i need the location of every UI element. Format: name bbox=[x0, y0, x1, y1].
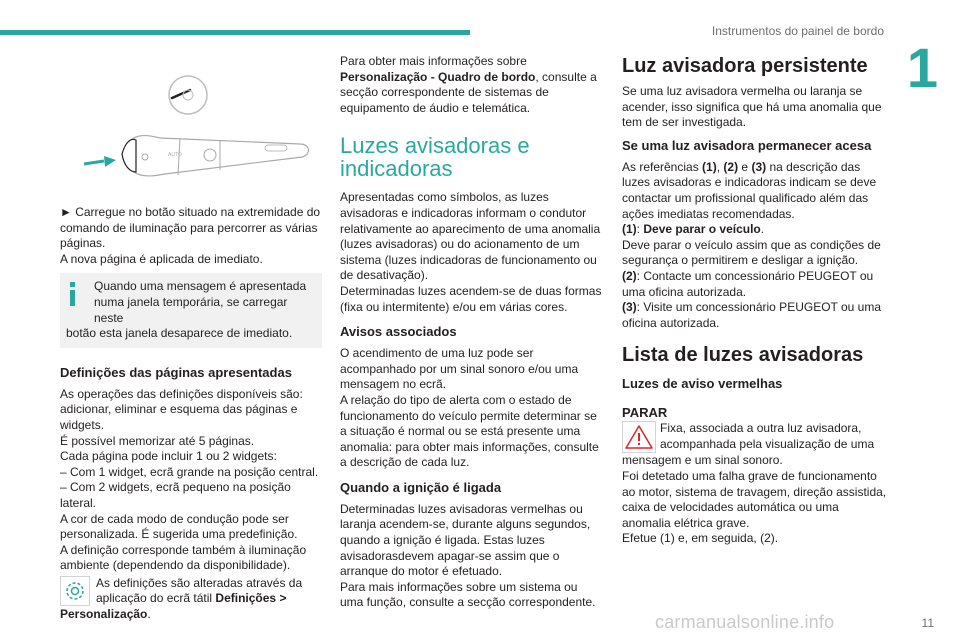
ref-item-3-label: (3) bbox=[622, 300, 637, 315]
settings-path: Definições > Personalização bbox=[60, 591, 287, 622]
lighting-stalk-illustration bbox=[60, 62, 322, 197]
paragraph: Determinadas luzes avisadoras vermelhas ou laranja acendem-se, durante alguns segundos, quando a ignição é ligada. Estas luzes avisadorasdevem apagar-se assim que o arranque do motor é efetuado. bbox=[340, 501, 591, 579]
intro-bold-text: Personalização - Quadro de bordo bbox=[340, 69, 536, 84]
chapter-title: Instrumentos do painel de bordo bbox=[711, 24, 884, 38]
paragraph: A relação do tipo de alerta com o estado de funcionamento do veículo permite determinar se a situação é normal ou se está presente uma anomalia: para obter mais informações, consulte a descrição de cada luz. bbox=[340, 392, 599, 470]
ref-conjunction: e bbox=[741, 159, 749, 174]
intro-text-end: , consulte a secção correspondente de sistemas de equipamento de áudio e telemática. bbox=[340, 69, 597, 115]
auto-label: AUTO bbox=[168, 152, 182, 158]
stop-action: Efetue (1) e, em seguida, (2). bbox=[622, 531, 779, 546]
paragraph: Para mais informações sobre um sistema ou uma função, consulte a secção correspondente. bbox=[340, 579, 596, 610]
paragraph: O acendimento de uma luz pode ser acompanhado por um sinal sonoro e/ou uma mensagem no ecrã. bbox=[340, 346, 579, 392]
paragraph: É possível memorizar até 5 páginas. bbox=[60, 433, 255, 448]
paragraph: As operações das definições disponíveis são: adicionar, eliminar e esquema das páginas e widgets. bbox=[60, 386, 303, 432]
ref-item-1-text: Deve parar o veículo assim que as condições de segurança o permitirem e desligar a ignição. bbox=[622, 237, 881, 268]
ref-item-3-text: : Visite um concessionário PEUGEOT ou uma oficina autorizada. bbox=[622, 300, 882, 330]
stop-description-cont: mensagem e um sinal sonoro. bbox=[622, 453, 783, 468]
references-paragraph bbox=[622, 160, 890, 222]
ref-1: (1) bbox=[702, 159, 717, 174]
ref-text: As referências bbox=[622, 159, 699, 174]
settings-note-text: As definições são alteradas através da aplicação do ecrã tátil bbox=[96, 575, 303, 606]
warning-triangle-icon bbox=[622, 421, 656, 453]
stop-warning-entry bbox=[622, 421, 890, 469]
section-title-definitions: Definições das páginas apresentadas bbox=[60, 364, 292, 380]
list-item: – Com 1 widget, ecrã grande na posição central. bbox=[60, 464, 319, 479]
instruction-text-2: A nova página é aplicada de imediato. bbox=[60, 251, 263, 266]
paragraph: Determinadas luzes acendem-se de duas formas (fixa ou intermitente) e/ou em várias cores. bbox=[340, 283, 602, 314]
ref-item-1-bold: Deve parar o veículo bbox=[643, 222, 761, 237]
paragraph: A cor de cada modo de condução pode ser personalizada. É sugerida uma predefinição. bbox=[60, 511, 298, 542]
lighting-stalk-drawing bbox=[60, 62, 322, 197]
watermark: carmanualsonline.info bbox=[655, 612, 835, 632]
stop-description: Fixa, associada a outra luz avisadora, acompanhada pela visualização de uma bbox=[660, 421, 875, 451]
heading-warning-lights: Luzes avisadoras e indicadoras bbox=[340, 133, 530, 182]
subheading-red-warnings: Luzes de aviso vermelhas bbox=[622, 376, 783, 392]
ref-item-1-label: (1) bbox=[622, 222, 637, 237]
heading-warning-list: Lista de luzes avisadoras bbox=[622, 344, 864, 367]
column-2 bbox=[340, 54, 602, 611]
column-3 bbox=[622, 54, 890, 547]
ref-item-2-text: : Contacte um concessionário PEUGEOT ou uma oficina autorizada. bbox=[622, 268, 874, 299]
paragraph: Se uma luz avisadora vermelha ou laranja se acender, isso significa que há uma anomalia que tem de ser investigada. bbox=[622, 84, 882, 130]
list-item: – Com 2 widgets, ecrã pequeno na posição lateral. bbox=[60, 480, 291, 510]
ref-item-2-label: (2) bbox=[622, 268, 637, 283]
paragraph: Cada página pode incluir 1 ou 2 widgets: bbox=[60, 449, 277, 464]
instruction-text: ► Carregue no botão situado na extremidade do comando de iluminação para percorrer as várias páginas. bbox=[60, 205, 321, 251]
heading-persistent-light: Luz avisadora persistente bbox=[622, 55, 868, 77]
settings-note-end: . bbox=[147, 607, 151, 622]
info-icon bbox=[68, 282, 78, 306]
paragraph: A definição corresponde também à iluminação ambiente (dependendo da disponibilidade). bbox=[60, 542, 307, 573]
paragraph: Apresentadas como símbolos, as luzes avisadoras e indicadoras informam o condutor relativamente ao aparecimento de uma anomalia (luzes avisadoras) ou do acionamento de um sistema (luzes indicadoras de funcionamento ou de desativação). bbox=[340, 190, 601, 283]
ref-item-1-sep: : bbox=[636, 222, 641, 237]
column-1 bbox=[60, 62, 322, 623]
info-note-text-cont: botão esta janela desaparece de imediato. bbox=[66, 326, 293, 341]
info-note-box bbox=[60, 273, 322, 347]
header-accent-bar bbox=[0, 30, 470, 35]
subheading-associated-warnings: Avisos associados bbox=[340, 324, 457, 340]
info-note-text: Quando uma mensagem é apresentada numa janela temporária, se carregar neste bbox=[94, 279, 307, 325]
ref-item-3 bbox=[622, 300, 890, 331]
stop-title: PARAR bbox=[622, 405, 668, 421]
page-number: 11 bbox=[921, 616, 934, 630]
subheading-ignition: Quando a ignição é ligada bbox=[340, 479, 502, 495]
ref-separator: , bbox=[716, 159, 721, 174]
intro-text: Para obter mais informações sobre bbox=[340, 54, 527, 68]
subheading-light-stays-on: Se uma luz avisadora permanecer acesa bbox=[622, 137, 872, 153]
ref-text-end: na descrição das luzes avisadoras e indicadoras indicam se deve contactar um profissional qualificado além das ações imediatas recomendadas. bbox=[622, 159, 877, 221]
chapter-number: 1 bbox=[906, 36, 938, 99]
settings-note bbox=[60, 576, 322, 623]
ref-item-1-end: . bbox=[760, 222, 765, 237]
ref-2: (2) bbox=[723, 159, 739, 174]
ref-3: (3) bbox=[751, 159, 767, 174]
gear-icon bbox=[60, 576, 90, 606]
ref-item-1 bbox=[622, 222, 890, 238]
ref-item-2 bbox=[622, 269, 890, 300]
intro-paragraph bbox=[340, 54, 602, 116]
paragraph: Foi detetado uma falha grave de funcionamento ao motor, sistema de travagem, direção assistida, caixa de velocidades automática ou uma anomalia elétrica grave. bbox=[622, 468, 887, 530]
